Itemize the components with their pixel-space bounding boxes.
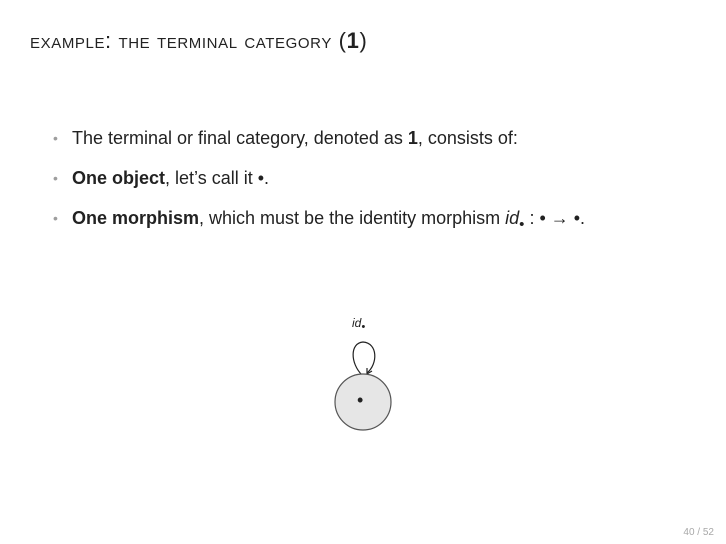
bullet-text-post: , let’s call it: [165, 168, 258, 188]
slide-title: [30, 28, 367, 54]
bullet-text-post: , consists of:: [417, 128, 518, 148]
loop-arrow-icon: [353, 342, 375, 375]
slide-title-main: example: the terminal category (: [30, 28, 347, 53]
object-node-symbol: •: [357, 390, 364, 410]
bullet-icon: •: [53, 130, 58, 146]
bullet-icon: •: [53, 210, 58, 226]
identity-morphism-name: id: [505, 208, 520, 228]
slide-title-end: ): [359, 28, 368, 53]
bullet-text-post: , which must be the identity morphism: [199, 208, 506, 228]
object-symbol: •: [257, 168, 265, 188]
bullet-text-bold: One object: [72, 168, 166, 188]
bullet-item-morphism: [52, 205, 712, 245]
bullet-list: [52, 125, 712, 245]
slide-title-bold: 1: [346, 28, 360, 53]
bullet-text-pre: The terminal or final category, denoted as: [72, 128, 408, 148]
bullet-item-definition: [52, 125, 712, 165]
morphism-label-subscript: •: [361, 321, 366, 333]
bullet-text-bold: One morphism: [72, 208, 200, 228]
bullet-text-end: .: [264, 168, 270, 188]
bullet-text-bold: 1: [407, 128, 418, 148]
morphism-label-name: id: [352, 316, 362, 330]
bullet-item-object: [52, 165, 712, 205]
morphism-label: [352, 316, 366, 333]
bullet-icon: •: [53, 170, 58, 186]
page-number: 40 / 52: [683, 527, 714, 538]
morphism-signature: : • → •.: [524, 208, 586, 228]
category-diagram: [320, 310, 410, 440]
identity-morphism-subscript: •: [519, 216, 525, 233]
